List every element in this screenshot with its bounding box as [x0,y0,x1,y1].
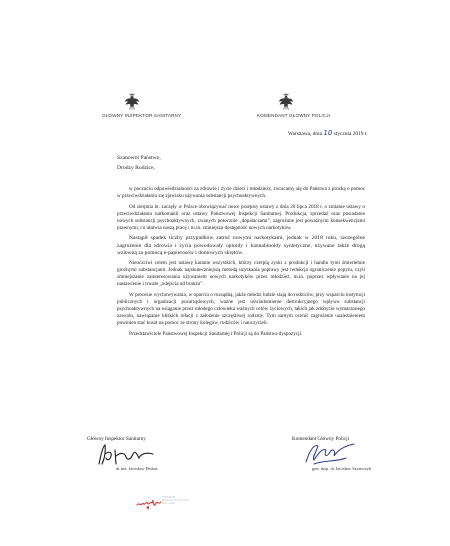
polish-eagle-icon [278,92,294,110]
right-org-name: KOMENDANT GŁÓWNY POLICJI [257,113,331,118]
right-signatory-title: Komendant Główny Policji [292,436,350,442]
date-day: 10 [323,129,333,137]
paragraph: Nieuczciwi celem jest ustawę karanie wszystkich, którzy czerpią zyski z produkcji i handlu tymi śmiertelnie groźnymi substancjami. Jednak najskuteczniejszą metodą uzyskania poprawy jest redukcja ograniczenie popytu, czyli zmniejszanie zainteresowania używaniem nowych narkotyków przez młodzież, m.in. poprzez wpływanie na jej nastawienie i trwałe „odejścia od branżu”. [117,260,365,288]
branding-tagline [162,496,188,506]
paragraph: Nastąpił spadek liczby przypadków zatruć nowymi narkotykami, jednak w 2018 roku, szczególne zagrożenie dla zdrowia i życia powodowały opioidy i kannabinoidy syntetyczne, używane także drogą wziewną za pomocą e-papierosów i domowych skrętów. [117,235,365,256]
date-line [288,129,368,137]
tagline-line: PROGRAM [162,496,176,499]
paragraph: w poczuciu odpowiedzialności za zdrowie i życie dzieci i młodzieży, zwracamy się do Państwa z prośbą o pomoc w przeciwdziałaniu się zjawisku używania substancji psychoaktywnych. [117,186,365,200]
tagline-line: WIELOLETNI NA LATA [162,499,189,503]
salutation-line-1: Szanowni Państwo, [117,155,161,161]
left-signatory-name: dr inż. Jarosław Pinkas [116,466,158,471]
paragraph: W procesie wychowywania, w oparciu o rozsądną, jakże młodzi ludzie stają do rodziców, przy wsparciu instytucji publicznych i organizacji pozarządowych, ważne jest uświadomienie destrukcyjnego wpływu substancji psychoaktywnych na osiąganie przez młodego człowieka ważnych celów życiowych, takich jak zdobycie wymarzonego zawodu, nawiązanie bliskich relacji z założenie szczęśliwej rodziny. Tym samym ocenić zagrożenie uzależnieniem powinien stać kuszt na pomoc ze strony kolegów, rodziców i nauczycieli. [117,291,365,327]
tagline-line: 2017–2022 [162,502,175,506]
left-signatory-title: Główny Inspektor Sanitarny [87,436,146,442]
salutation-line-2: Drodzy Rodzice, [117,165,155,171]
date-prefix: Warszawa, dnia [288,131,322,137]
left-signature [95,442,159,468]
letter-body [117,186,365,341]
date-suffix: stycznia 2019 r. [333,131,368,137]
paragraph: Od sierpnia br. zaczęły w Polsce obowiązywać nowe przepisy ustawy z dnia 20 lipca 2018 r. o zmianie ustawy o przeciwdziałaniu narkomanii oraz ustawy Państwowej Inspekcji Sanitarnej. Produkcja, sprzedaż oraz posiadanie nowych substancji psychoaktywnych, zwanych potocznie „dopalaczami”, zagrożone jest poważnymi konsekwencjami prawnymi, co ułatwia naszą pracę i m.in. zmniejsza dostępność nowych narkotyków. [117,203,365,231]
right-signature [300,440,360,468]
paragraph: Przedstawiciele Państwowej Inspekcji Sanitarnej i Policji są do Państwa dyspozycji. [129,330,303,337]
niepodlegla-logo [136,496,162,510]
left-org-name: GŁÓWNY INSPEKTOR SANITARNY [102,113,182,118]
polish-eagle-icon [124,92,140,110]
right-signatory-name: gen. insp. dr Jarosław Szymczyk [312,466,371,471]
